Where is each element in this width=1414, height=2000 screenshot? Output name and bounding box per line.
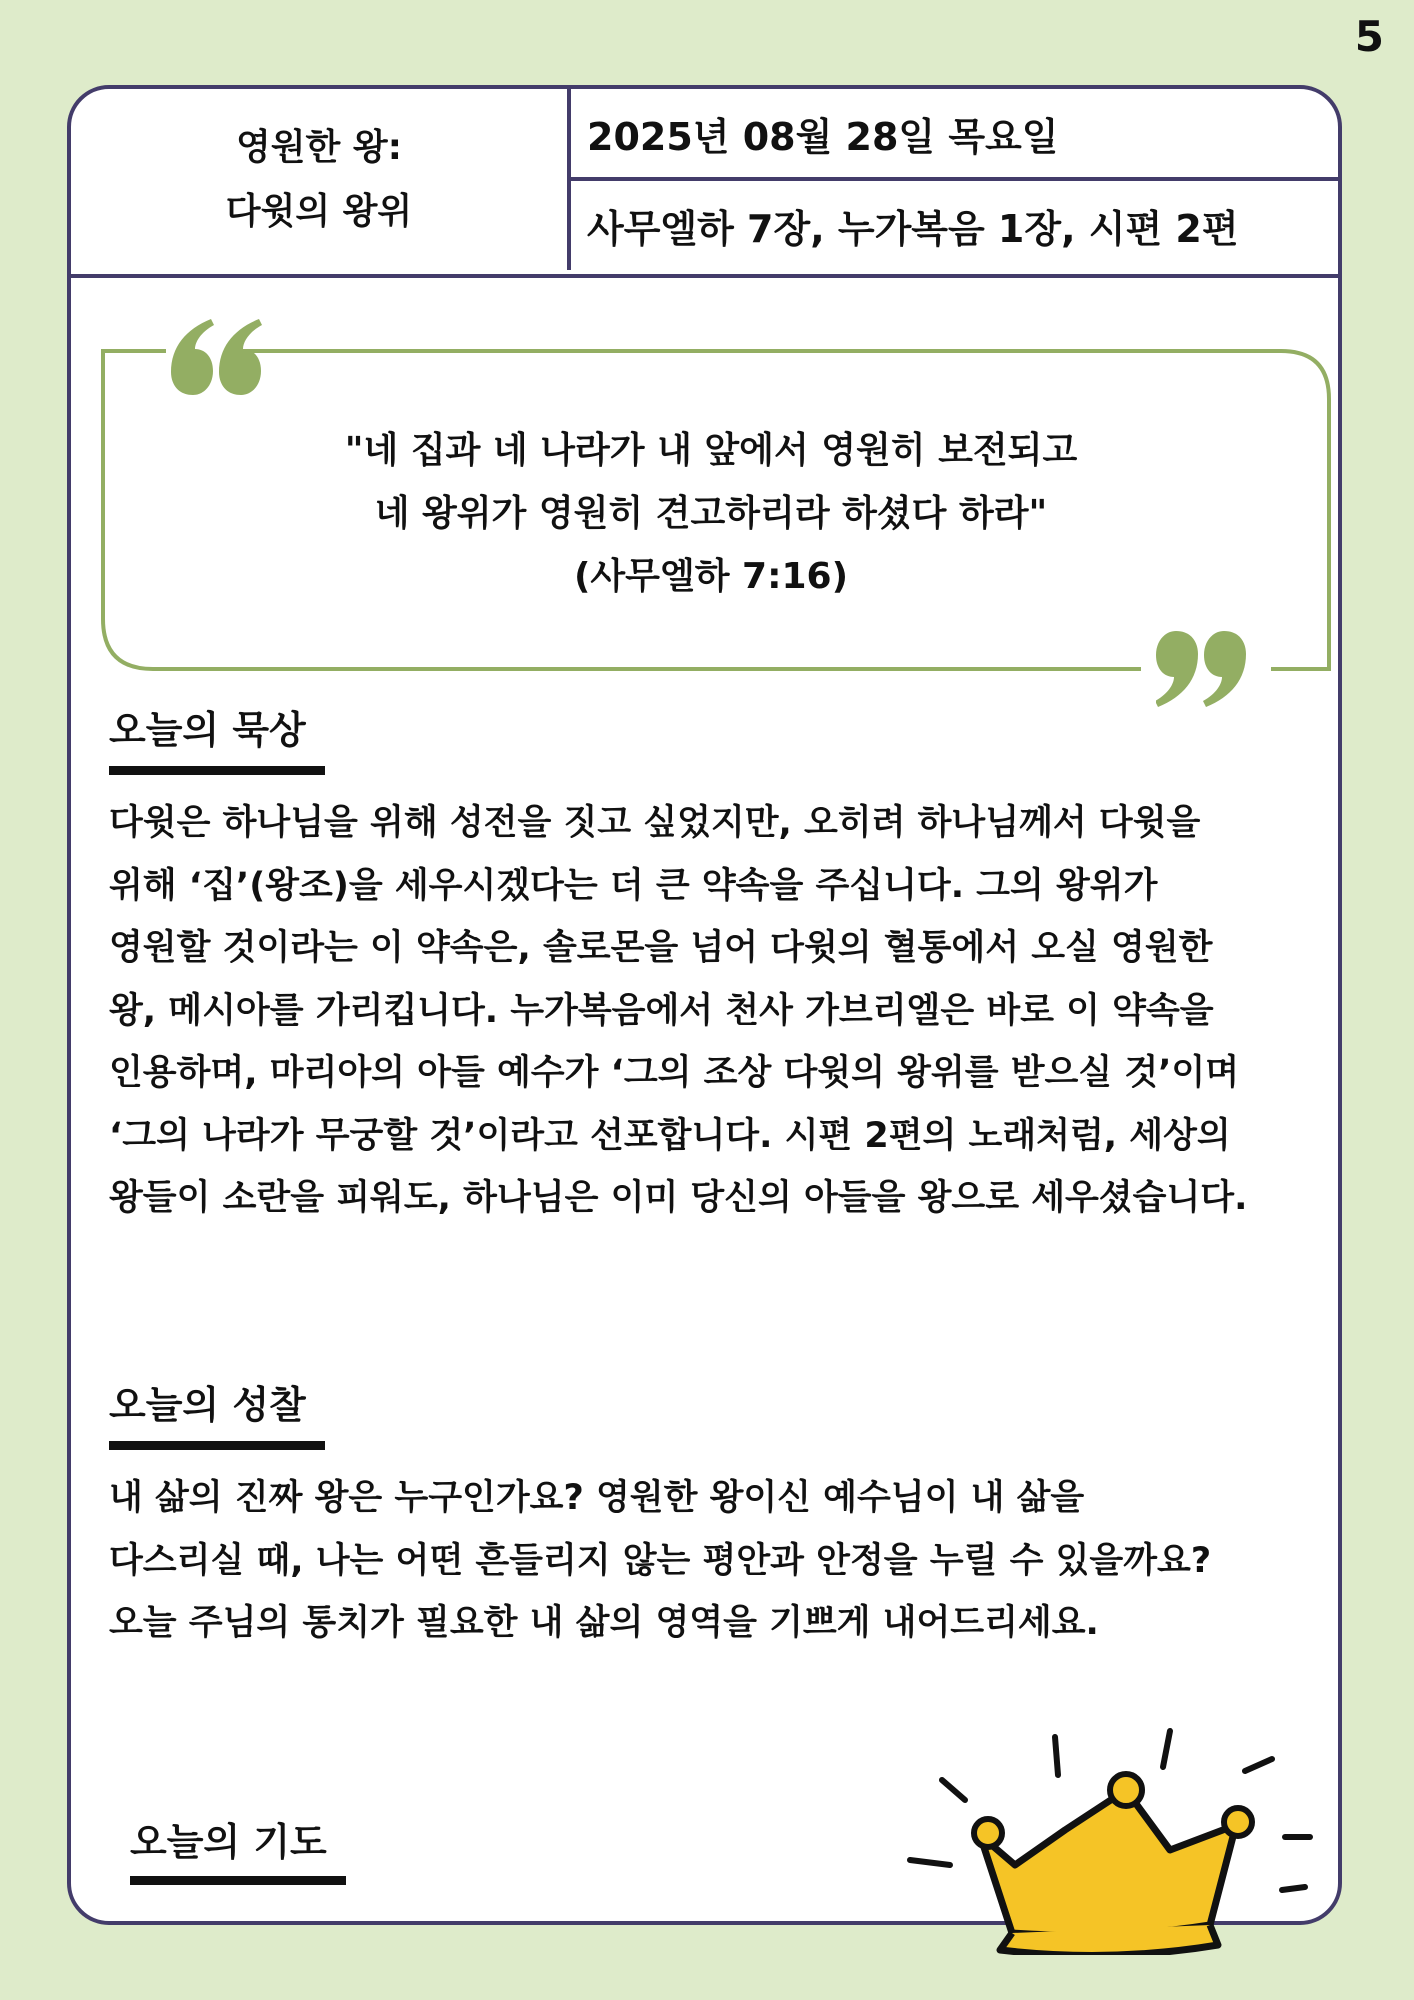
open-quote-icon <box>171 317 271 397</box>
close-quote-icon <box>1156 629 1256 709</box>
title-cell <box>71 89 571 270</box>
quote-line-2: 네 왕위가 영원히 견고하리라 하셨다 하라" <box>374 493 1048 534</box>
reflection-text: 내 삶의 진짜 왕은 누구인가요? 영원한 왕이신 예수님이 내 삶을 다스리실 때, 나는 어떤 흔들리지 않는 평안과 안정을 누릴 수 있을까요? 오늘 주님의 통치가 필요한 내 삶의 영역을 기쁘게 내어드리세요. <box>109 1478 1212 1643</box>
title-line-2: 다윗의 왕위 <box>225 190 413 232</box>
prayer-heading: 오늘의 기도 <box>130 1820 327 1864</box>
title-line-1: 영원한 왕: <box>235 126 403 168</box>
quote-reference: (사무엘하 7:16) <box>573 556 849 597</box>
meditation-underline <box>109 766 325 775</box>
meditation-heading: 오늘의 묵상 <box>109 708 306 752</box>
bible-quote <box>131 419 1291 608</box>
crown-icon <box>900 1725 1350 1955</box>
page-number: 5 <box>1354 12 1384 61</box>
header-table <box>71 89 1338 278</box>
reflection-heading: 오늘의 성찰 <box>109 1383 306 1427</box>
readings-cell: 사무엘하 7장, 누가복음 1장, 시편 2편 <box>587 207 1239 251</box>
prayer-underline <box>130 1876 346 1885</box>
devotional-card <box>67 85 1342 1925</box>
meditation-text: 다윗은 하나님을 위해 성전을 짓고 싶었지만, 오히려 하나님께서 다윗을 위해 ‘집’(왕조)을 세우시겠다는 더 큰 약속을 주십니다. 그의 왕위가 영원할 것이라는 이 약속은, 솔로몬을 넘어 다윗의 혈통에서 오실 영원한 왕, 메시아를 가리킵니다. 누가복음에서 천사 가브리엘은 바로 이 약속을 인용하며, 마리아의 아들 예수가 ‘그의 조상 다윗의 왕위를 받으실 것’이며 ‘그의 나라가 무궁할 것’이라고 선포합니다. 시편 2편의 노래처럼, 세상의 왕들이 소란을 피워도, 하나님은 이미 당신의 아들을 왕으로 세우셨습니다. <box>109 803 1248 1218</box>
date-cell: 2025년 08월 28일 목요일 <box>571 89 1338 181</box>
reflection-underline <box>109 1441 325 1450</box>
quote-line-1: "네 집과 네 나라가 내 앞에서 영원히 보전되고 <box>344 430 1078 471</box>
